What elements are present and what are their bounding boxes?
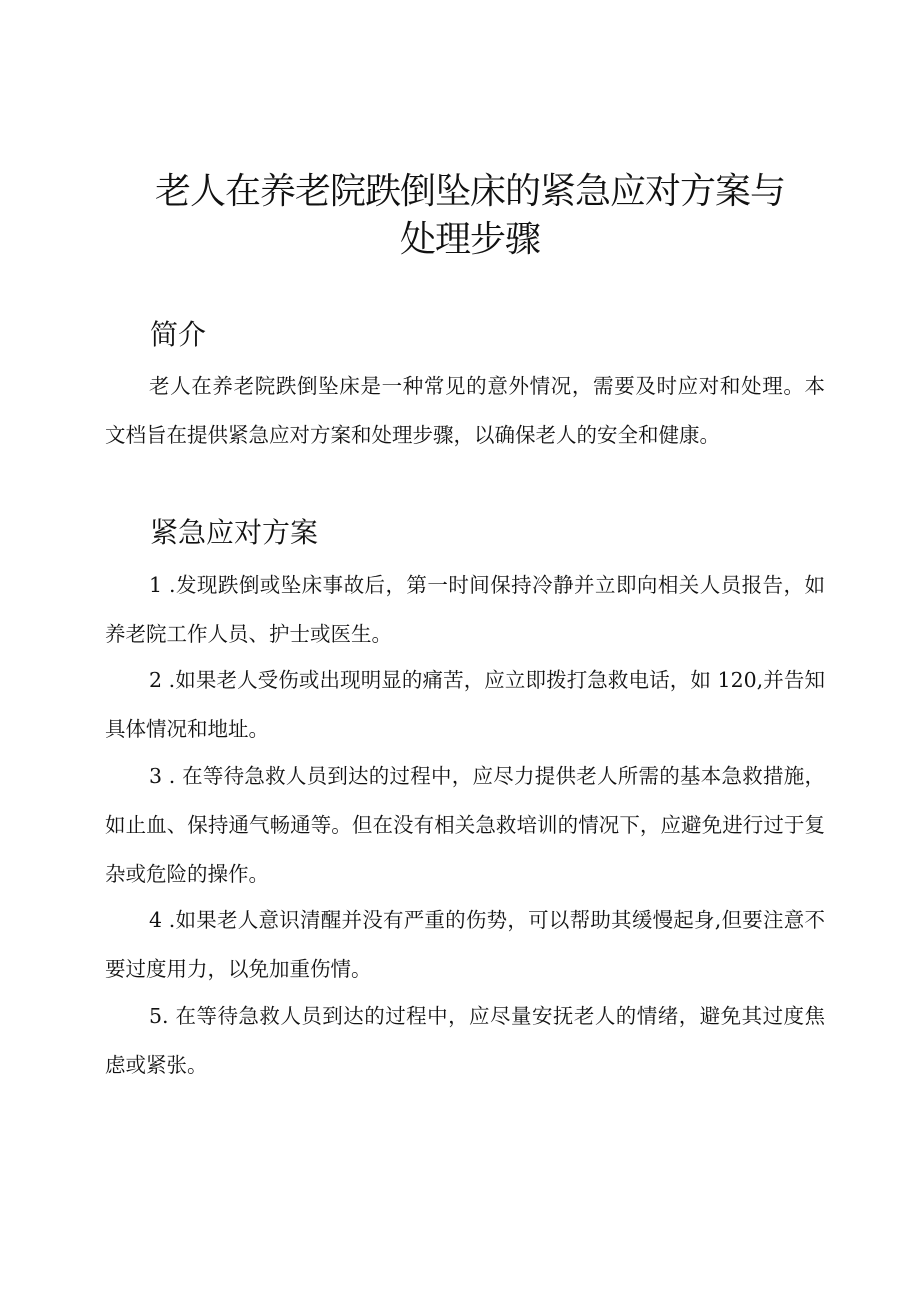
emergency-step-2: 2 .如果老人受伤或出现明显的痛苦，应立即拨打急救电话，如 120,并告知具体情况和地址。 xyxy=(105,668,825,741)
document-title-line-2: 处理步骤 xyxy=(399,219,540,260)
emergency-step-5: 5. 在等待急救人员到达的过程中，应尽量安抚老人的情绪，避免其过度焦虑或紧张。 xyxy=(105,1004,825,1077)
emergency-step-3: 3 . 在等待急救人员到达的过程中，应尽力提供老人所需的基本急救措施，如止血、保持通气畅通等。但在没有相关急救培训的情况下，应避免进行过于复杂或危险的操作。 xyxy=(105,764,825,886)
document-title xyxy=(130,168,810,264)
emergency-plan-heading: 紧急应对方案 xyxy=(150,516,319,549)
intro-heading: 简介 xyxy=(150,318,207,351)
emergency-step-1: 1 .发现跌倒或坠床事故后，第一时间保持冷静并立即向相关人员报告，如养老院工作人员、护士或医生。 xyxy=(105,573,825,646)
intro-paragraph: 老人在养老院跌倒坠床是一种常见的意外情况，需要及时应对和处理。本文档旨在提供紧急应对方案和处理步骤，以确保老人的安全和健康。 xyxy=(105,374,825,447)
document-title-line-1: 老人在养老院跌倒坠床的紧急应对方案与 xyxy=(154,171,785,212)
emergency-step-4: 4 .如果老人意识清醒并没有严重的伤势，可以帮助其缓慢起身,但要注意不要过度用力，以免加重伤情。 xyxy=(105,908,825,981)
